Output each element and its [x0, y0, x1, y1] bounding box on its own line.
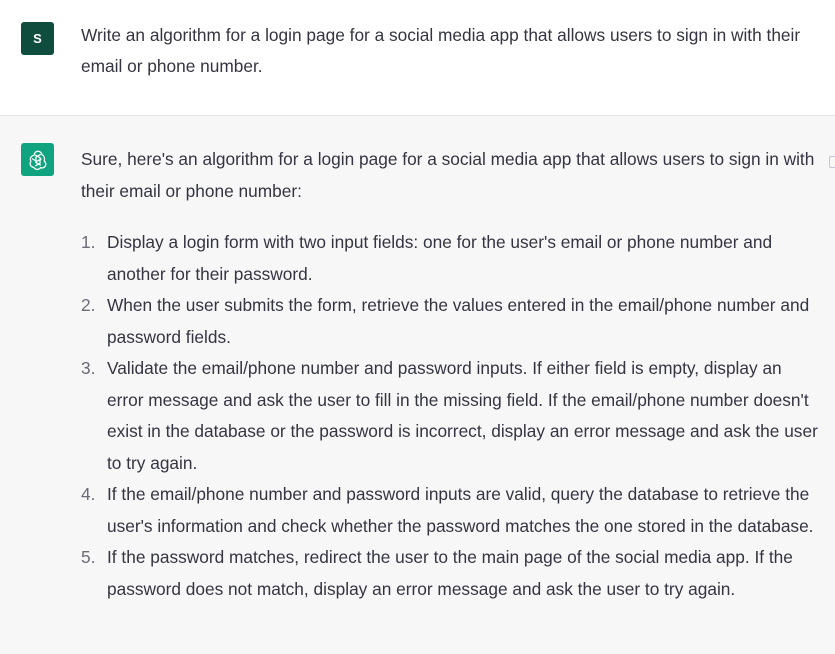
- step-number: 2.: [81, 295, 96, 315]
- step-number: 3.: [81, 358, 96, 378]
- list-item: [81, 290, 821, 353]
- step-text: If the password matches, redirect the user to the main page of the social media app. If the password does not match, display an error message and ask the user to try again.: [107, 547, 793, 599]
- step-number: 4.: [81, 484, 96, 504]
- list-item: [81, 353, 821, 479]
- step-text: Display a login form with two input fields: one for the user's email or phone number and another for their password.: [107, 232, 773, 284]
- algorithm-steps-list: [81, 227, 821, 605]
- list-item: [81, 479, 821, 542]
- openai-logo-icon: [21, 143, 54, 176]
- step-text: Validate the email/phone number and password inputs. If either field is empty, display an error message and ask the user to fill in the missing field. If the email/phone number doesn't exist in the database or the password is incorrect, display an error message and ask the user to try again.: [107, 358, 818, 473]
- assistant-message-row: [0, 116, 835, 654]
- assistant-intro-text: Sure, here's an algorithm for a login page for a social media app that allows users to sign in with their email or phone number:: [81, 149, 815, 201]
- user-message-row: [0, 0, 835, 116]
- copy-icon[interactable]: [829, 156, 835, 168]
- step-number: 1.: [81, 232, 96, 252]
- list-item: [81, 542, 821, 605]
- step-text: When the user submits the form, retrieve the values entered in the email/phone number and password fields.: [107, 295, 810, 347]
- user-avatar: S: [21, 22, 54, 55]
- user-message-text: Write an algorithm for a login page for a social media app that allows users to sign in with their email or phone number.: [81, 25, 801, 76]
- assistant-message-body: [81, 144, 821, 605]
- step-number: 5.: [81, 547, 96, 567]
- list-item: [81, 227, 821, 290]
- step-text: If the email/phone number and password inputs are valid, query the database to retrieve the user's information and check whether the password matches the one stored in the database.: [107, 484, 814, 536]
